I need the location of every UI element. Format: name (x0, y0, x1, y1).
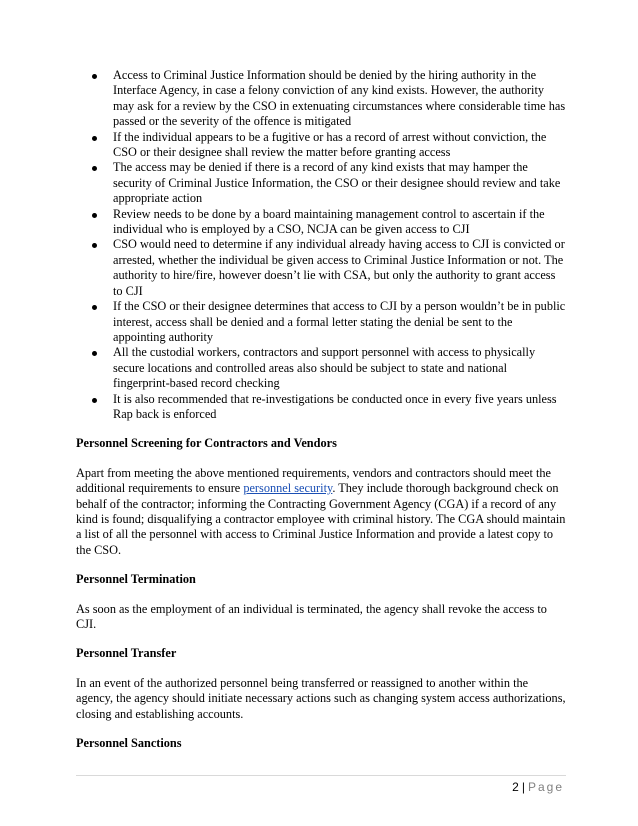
bullet-dot-icon (92, 136, 97, 141)
bullet-item: It is also recommended that re-investigations be conducted once in every five years unless Rap back is enforced (76, 392, 566, 423)
bullet-dot-icon (92, 305, 97, 310)
bullet-item: If the individual appears to be a fugitive or has a record of arrest without conviction, the CSO or their designee shall review the matter before granting access (76, 130, 566, 161)
termination-heading: Personnel Termination (76, 572, 196, 587)
bullet-dot-icon (92, 243, 97, 248)
page-footer (512, 780, 564, 794)
bullet-dot-icon (92, 74, 97, 79)
termination-paragraph: As soon as the employment of an individual is terminated, the agency shall revoke the access to CJI. (76, 601, 547, 631)
footer-separator: | (521, 780, 525, 794)
bullet-dot-icon (92, 351, 97, 356)
bullet-dot-icon (92, 213, 97, 218)
requirements-bullet-list (76, 68, 566, 422)
transfer-heading: Personnel Transfer (76, 646, 177, 661)
page-number: 2 (512, 780, 519, 794)
transfer-paragraph: In an event of the authorized personnel being transferred or reassigned to another within the agency, the agency should initiate necessary actions such as changing system access authorizations, closing and establishing accounts. (76, 675, 566, 721)
contractors-heading: Personnel Screening for Contractors and Vendors (76, 436, 337, 451)
bullet-item: Review needs to be done by a board maintaining management control to ascertain if the individual who is employed by a CSO, NCJA can be given access to CJI (76, 207, 566, 238)
bullet-dot-icon (92, 166, 97, 171)
personnel-security-link[interactable]: personnel security (243, 481, 333, 496)
bullet-item: All the custodial workers, contractors and support personnel with access to physically secure locations and controlled areas also should be subject to state and national fingerprint-based record checking (76, 345, 566, 391)
contractors-paragraph: Apart from meeting the above mentioned requirements, vendors and contractors should meet the additional requirements to ensure personnel security. They include thorough background check on behalf of the contractor; informing the Contracting Government Agency (CGA) if a record of any kind is found; disqualifying a contractor employee with criminal history. The CGA should maintain a list of all the personnel with access to Criminal Justice Information and provide a latest copy to the CSO. (76, 465, 566, 557)
bullet-dot-icon (92, 398, 97, 403)
bullet-item: If the CSO or their designee determines that access to CJI by a person wouldn’t be in public interest, access shall be denied and a formal letter stating the denial be sent to the appointing authority (76, 299, 566, 345)
page-content (76, 68, 566, 751)
footer-divider (76, 775, 566, 776)
page-label: Page (527, 780, 564, 794)
bullet-item: Access to Criminal Justice Information should be denied by the hiring authority in the Interface Agency, in case a felony conviction of any kind exists. However, the authority may ask for a review by the CSO in extenuating circumstances where considerable time has passed or the severity of the offence is mitigated (76, 68, 566, 130)
bullet-item: The access may be denied if there is a record of any kind exists that may hamper the security of Criminal Justice Information, the CSO or their designee should review and take appropriate action (76, 160, 566, 206)
bullet-item: CSO would need to determine if any individual already having access to CJI is convicted or arrested, whether the individual be given access to Criminal Justice Information or not. The authority to hire/fire, however doesn’t lie with CSA, but only the authority to grant access to CJI (76, 237, 566, 299)
sanctions-heading: Personnel Sanctions (76, 736, 182, 751)
